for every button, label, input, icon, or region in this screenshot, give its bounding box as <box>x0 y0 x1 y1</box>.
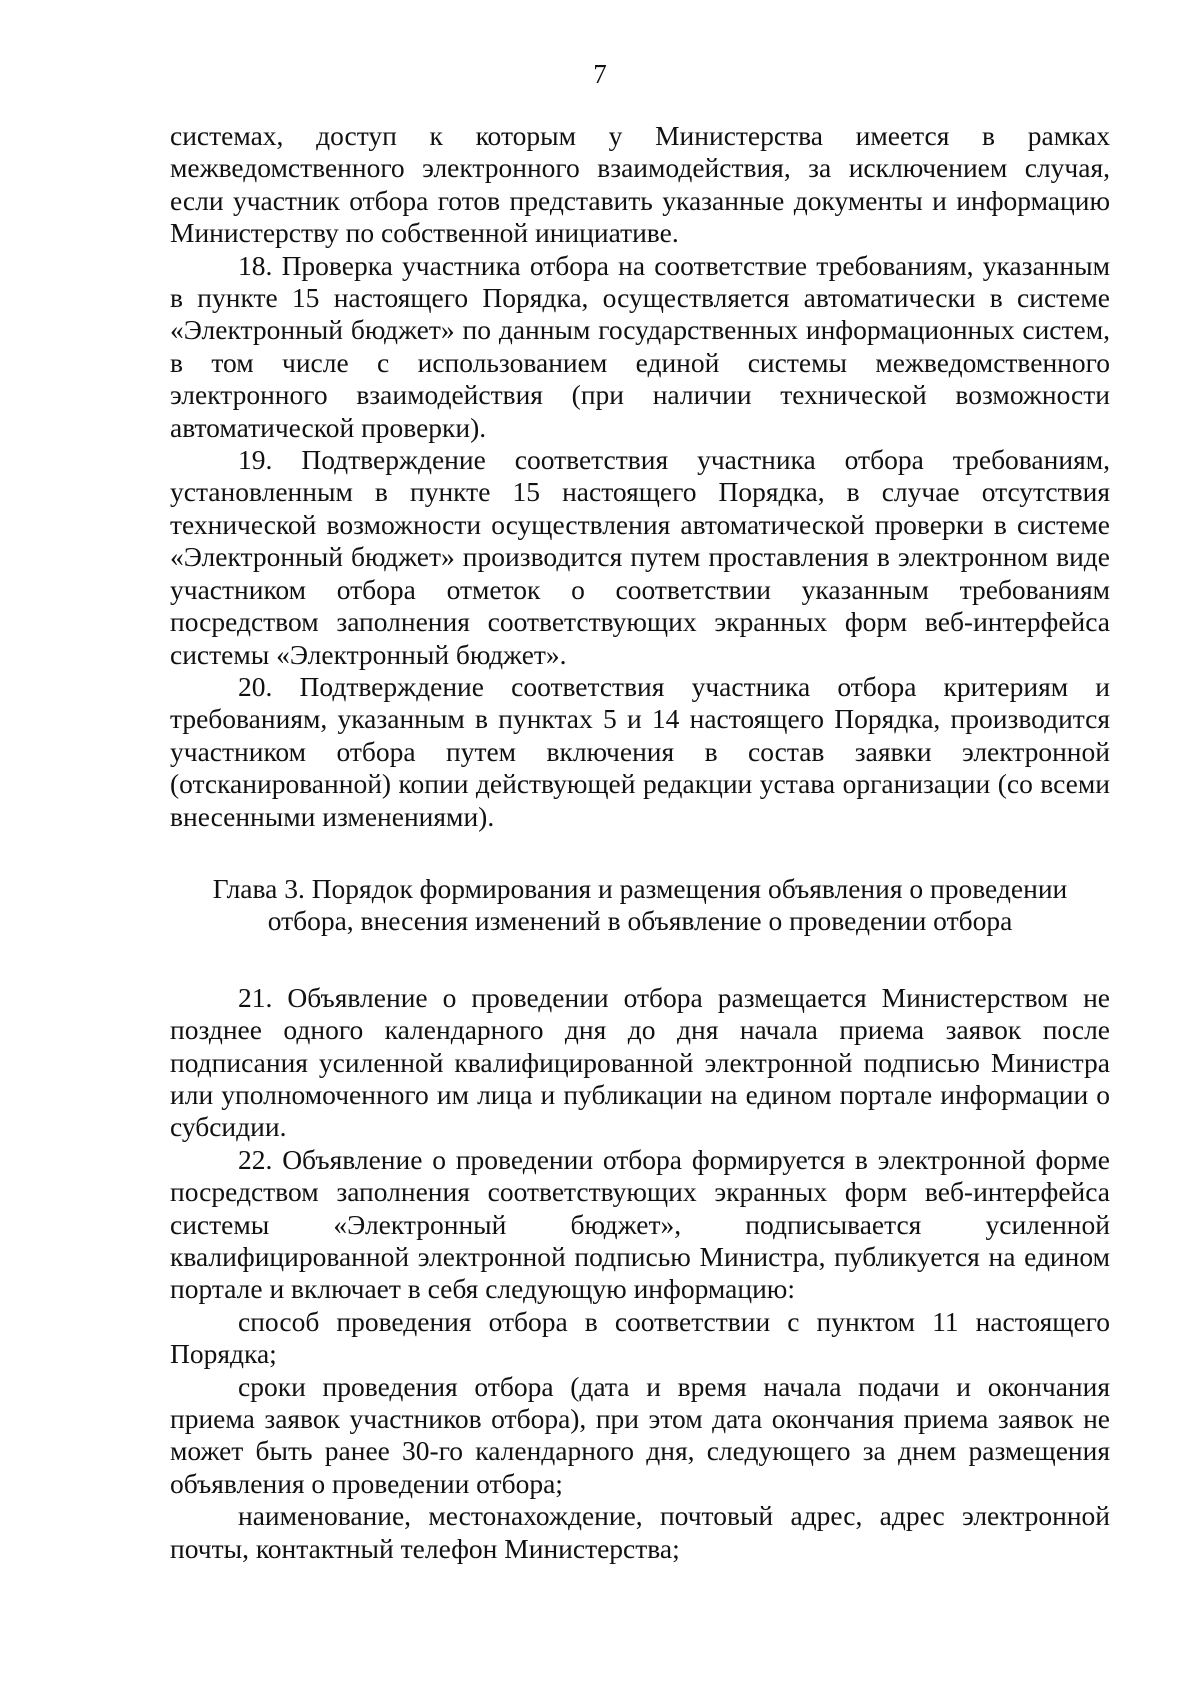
paragraph-item-21: 21. Объявление о проведении отбора размещается Министерством не позднее одного календарного дня до дня начала приема заявок после подписания усиленной квалифицированной электронной подписью Министра или уполномоченного им лица и публикации на едином портале информации о субсидии. <box>170 981 1110 1143</box>
page-number: 7 <box>593 59 607 89</box>
document-body <box>170 120 1110 1565</box>
chapter-heading-line-1: Глава 3. Порядок формирования и размещения объявления о проведении <box>212 872 1068 904</box>
list-item-selection-method: способ проведения отбора в соответствии с пунктом 11 настоящего Порядка; <box>170 1305 1110 1370</box>
chapter-heading-line-2: отбора, внесения изменений в объявление о проведении отбора <box>267 905 1013 937</box>
list-item-selection-dates: сроки проведения отбора (дата и время начала подачи и окончания приема заявок участников отбора), при этом дата окончания приема заявок не может быть ранее 30-го календарного дня, следующего за днем размещения объявления о проведении отбора; <box>170 1370 1110 1499</box>
paragraph-item-18: 18. Проверка участника отбора на соответствие требованиям, указанным в пункте 15 настоящего Порядка, осуществляется автоматически в системе «Электронный бюджет» по данным государственных информационных систем, в том числе с использованием единой системы межведомственного электронного взаимодействия (при наличии технической возможности автоматической проверки). <box>170 249 1110 443</box>
chapter-heading <box>170 873 1110 938</box>
paragraph-item-20: 20. Подтверждение соответствия участника отбора критериям и требованиям, указанным в пунктах 5 и 14 настоящего Порядка, производится участником отбора путем включения в состав заявки электронной (отсканированной) копии действующей редакции устава организации (со всеми внесенными изменениями). <box>170 670 1110 832</box>
paragraph-item-19: 19. Подтверждение соответствия участника отбора требованиям, установленным в пункте 15 настоящего Порядка, в случае отсутствия технической возможности осуществления автоматической проверки в системе «Электронный бюджет» производится путем проставления в электронном виде участником отбора отметок о соответствии указанным требованиям посредством заполнения соответствующих экранных форм веб-интерфейса системы «Электронный бюджет». <box>170 444 1110 670</box>
list-item-ministry-contacts: наименование, местонахождение, почтовый адрес, адрес электронной почты, контактный телефон Министерства; <box>170 1500 1110 1564</box>
paragraph-item-22: 22. Объявление о проведении отбора формируется в электронной форме посредством заполнения соответствующих экранных форм веб-интерфейса системы «Электронный бюджет», подписывается усиленной квалифицированной электронной подписью Министра, публикуется на едином портале и включает в себя следующую информацию: <box>170 1143 1110 1305</box>
paragraph-continuation: системах, доступ к которым у Министерства имеется в рамках межведомственного электронного взаимодействия, за исключением случая, если участник отбора готов представить указанные документы и информацию Министерству по собственной инициативе. <box>170 120 1110 249</box>
